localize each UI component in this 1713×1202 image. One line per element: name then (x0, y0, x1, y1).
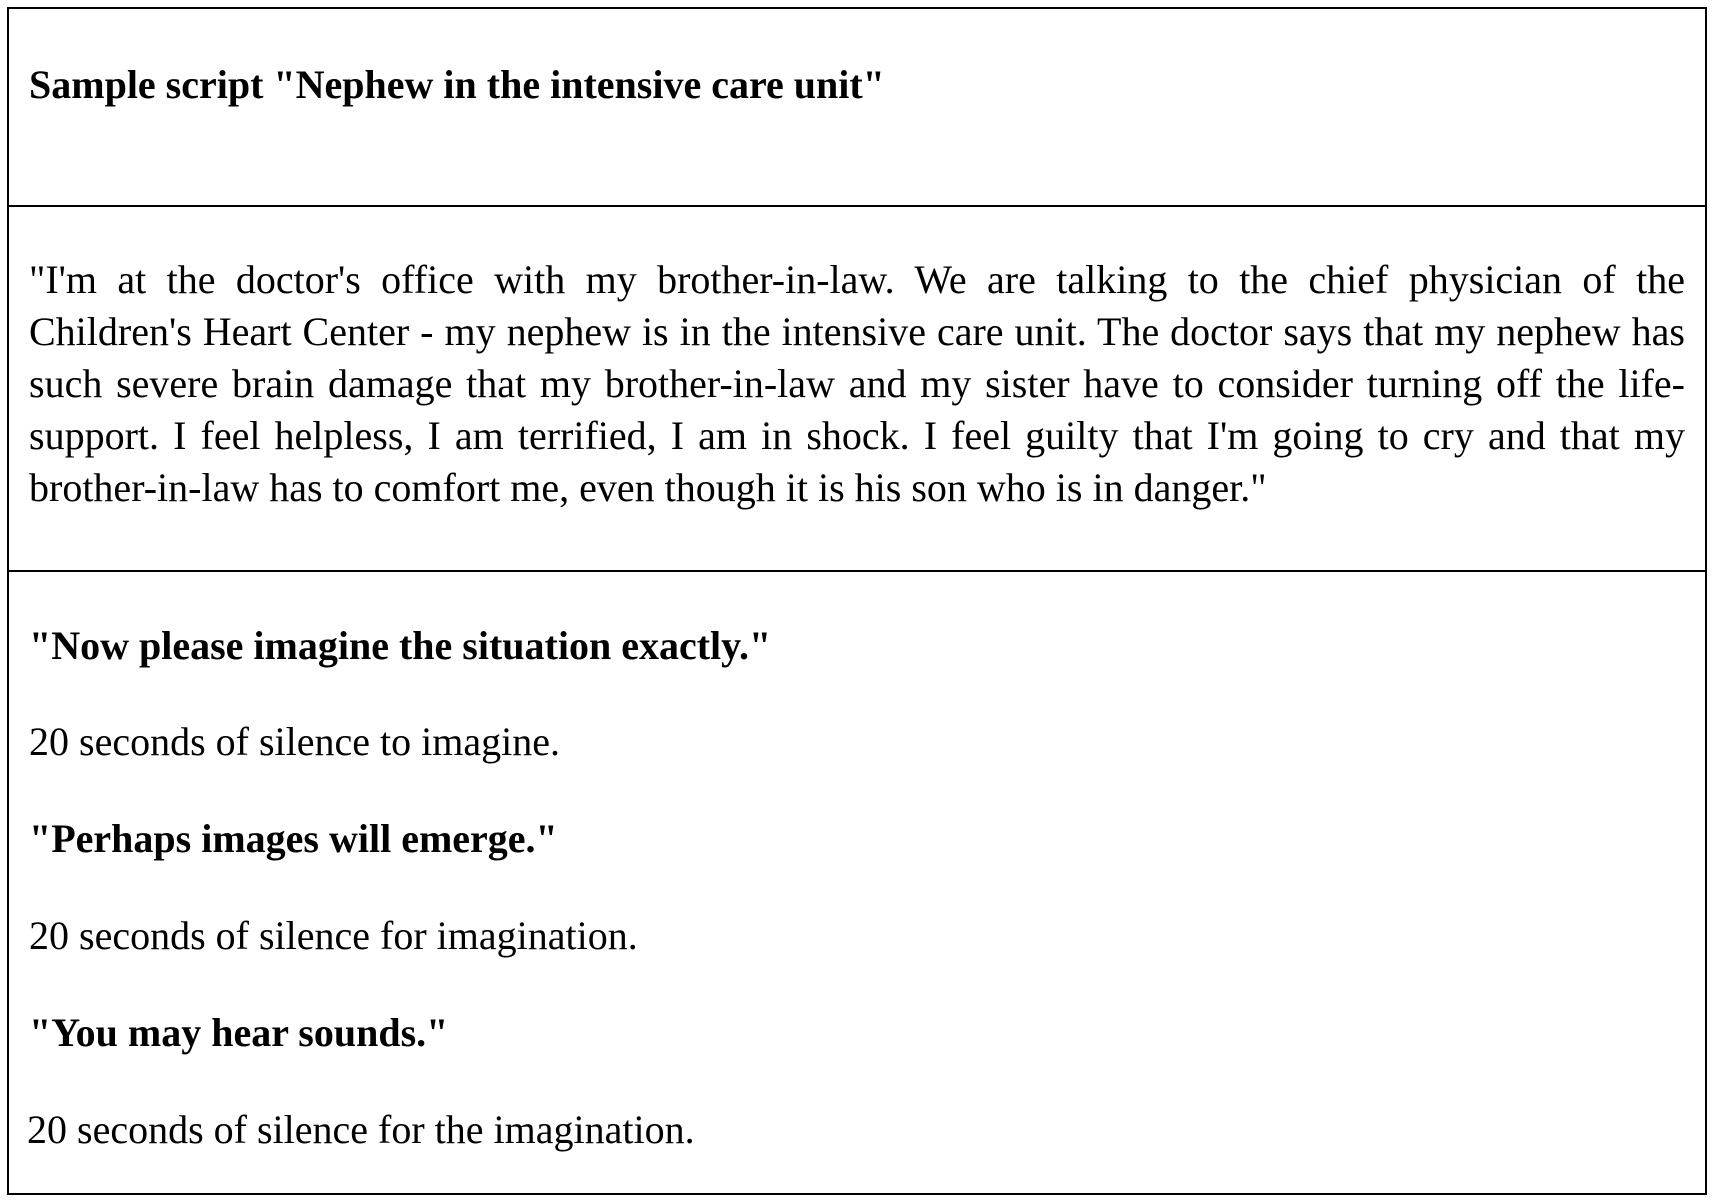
title-cell (9, 9, 1705, 207)
instructions-cell (9, 572, 1705, 1193)
instruction-prompt: "You may hear sounds." (29, 1010, 449, 1055)
script-title: Sample script "Nephew in the intensive care unit" (29, 62, 885, 107)
instruction-silence: 20 seconds of silence to imagine. (29, 719, 560, 764)
instruction-prompt: "Now please imagine the situation exactly." (29, 623, 772, 668)
instruction-silence: 20 seconds of silence for the imagination. (27, 1107, 695, 1152)
scenario-cell (9, 207, 1705, 572)
scenario-text: "I'm at the doctor's office with my brother-in-law. We are talking to the chief physician of the Children's Heart Center - my nephew is in the intensive care unit. The doctor says that my nephew has such severe brain damage that my brother-in-law and my sister have to consider turning off the life-support. I feel helpless, I am terrified, I am in shock. I feel guilty that I'm going to cry and that my brother-in-law has to comfort me, even though it is his son who is in danger." (29, 257, 1685, 510)
instruction-silence: 20 seconds of silence for imagination. (29, 913, 638, 958)
script-table (7, 7, 1707, 1195)
instruction-prompt: "Perhaps images will emerge." (29, 816, 558, 861)
